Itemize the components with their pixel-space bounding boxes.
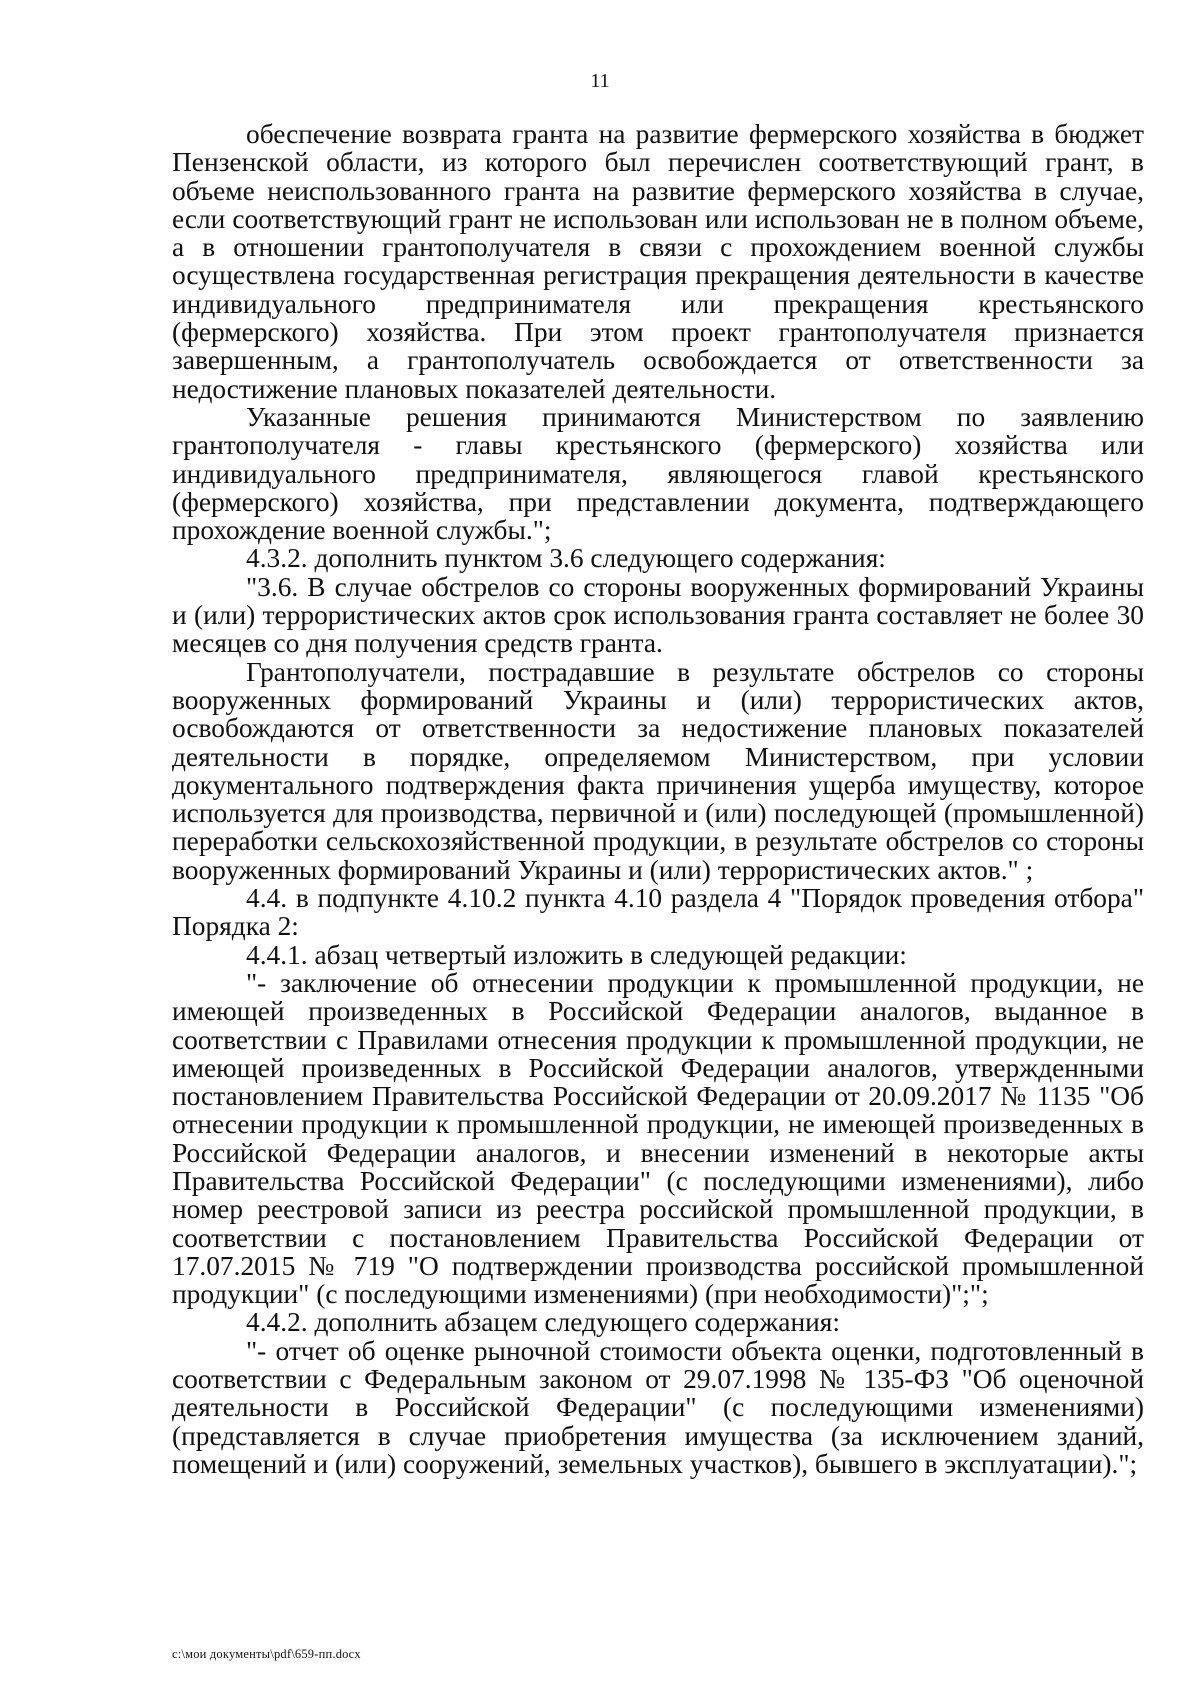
paragraph-conclusion-clause: "- заключение об отнесении продукции к промышленной продукции, не имеющей произведенных в Российской Федерации аналогов, выданное в соответствии с Правилами отнесения продукции к промышленной продукции, не имеющей произведенных в Российской Федерации аналогов, утвержденными постановлением Правительства Российской Федерации от 20.09.2017 № 1135 "Об отнесении продукции к промышленной продукции, не имеющей произведенных в Российской Федерации аналогов, и внесении изменений в некоторые акты Правительства Российской Федерации" (с последующими изменениями), либо номер реестровой записи из реестра российской промышленной продукции, в соответствии с постановлением Правительства Российской Федерации от 17.07.2015 № 719 "О подтверждении производства российской промышленной продукции" (с последующими изменениями) (при необходимости)";"; [172, 967, 1144, 1310]
paragraph-grant-return: обеспечение возврата гранта на развитие фермерского хозяйства в бюджет Пензенской области, из которого был перечислен соответствующий грант, в объеме неиспользованного гранта на развитие фермерского хозяйства в случае, если соответствующий грант не использован или использован не в полном объеме, а в отношении грантополучателя в связи с прохождением военной службы осуществлена государственная регистрация прекращения деятельности в качестве индивидуального предпринимателя или прекращения крестьянского (фермерского) хозяйства. При этом проект грантополучателя признается завершенным, а грантополучатель освобождается от ответственности за недостижение плановых показателей деятельности. [172, 119, 1144, 404]
page-number: 11 [590, 70, 610, 92]
footer-file-path: c:\мои документы\pdf\659-пп.docx [172, 1647, 361, 1661]
paragraph-valuation-report: "- отчет об оценке рыночной стоимости объекта оценки, подготовленный в соответствии с Федеральным законом от 29.07.1998 № 135-ФЗ "Об оценочной деятельности в Российской Федерации" (с последующими изменениями) (представляется в случае приобретения имущества (за исключением зданий, помещений и (или) сооружений, земельных участков), бывшего в эксплуатации)."; [172, 1335, 1144, 1479]
paragraph-4-4-2: 4.4.2. дополнить абзацем следующего содержания: [246, 1307, 840, 1338]
paragraph-4-4: 4.4. в подпункте 4.10.2 пункта 4.10 раздела 4 "Порядок проведения отбора" Порядка 2: [172, 883, 1144, 942]
paragraph-grantees-affected: Грантополучатели, пострадавшие в результате обстрелов со стороны вооруженных формирований Украины и (или) террористических актов, освобождаются от ответственности за недостижение плановых показателей деятельности в порядке, определяемом Министерством, при условии документального подтверждения факта причинения ущерба имуществу, которое используется для производства, первичной и (или) последующей (промышленной) переработки сельскохозяйственной продукции, в результате обстрелов со стороны вооруженных формирований Украины и (или) террористических актов." ; [172, 656, 1144, 885]
paragraph-decisions: Указанные решения принимаются Министерством по заявлению грантополучателя - главы крестьянского (фермерского) хозяйства или индивидуального предпринимателя, являющегося главой крестьянского (фермерского) хозяйства, при представлении документа, подтверждающего прохождение военной службы."; [172, 401, 1144, 546]
paragraph-4-4-1: 4.4.1. абзац четвертый изложить в следующей редакции: [246, 939, 907, 970]
paragraph-3-6: "3.6. В случае обстрелов со стороны вооруженных формирований Украины и (или) террористических актов срок использования гранта составляет не более 30 месяцев со дня получения средств гранта. [172, 571, 1144, 659]
paragraph-4-3-2: 4.3.2. дополнить пунктом 3.6 следующего содержания: [246, 543, 886, 574]
document-body [172, 120, 1144, 1478]
